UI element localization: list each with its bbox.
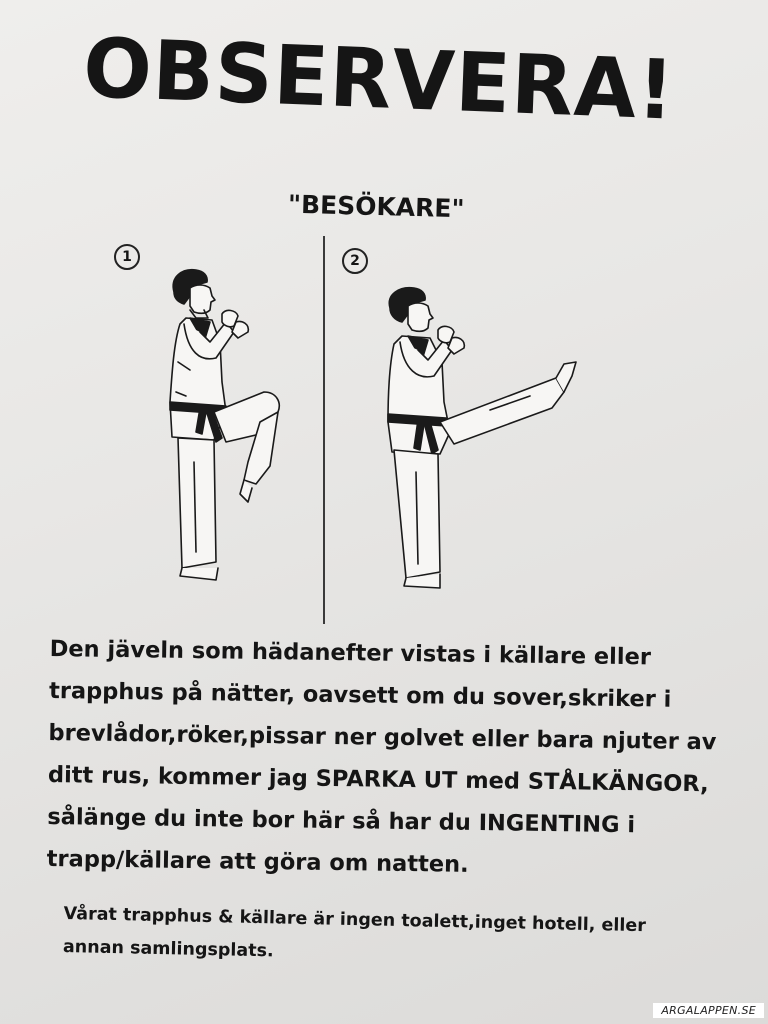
body-line: sålänge du inte bor här så har du INGENTING i bbox=[47, 803, 636, 839]
panel-divider bbox=[323, 236, 325, 624]
notice-body bbox=[46, 628, 749, 890]
notice-footer bbox=[63, 898, 724, 978]
step-2-badge: 2 bbox=[342, 248, 368, 274]
knee-raise-illustration bbox=[160, 262, 290, 587]
footer-line: Vårat trapphus & källare är ingen toalett,inget hotell, eller bbox=[63, 903, 647, 937]
body-line: trapp/källare att göra om natten. bbox=[46, 845, 469, 878]
notice-subtitle: "BESÖKARE" bbox=[287, 189, 465, 224]
side-kick-illustration bbox=[380, 282, 580, 592]
body-line: ditt rus, kommer jag SPARKA UT med STÅLKÄNGOR, bbox=[47, 761, 709, 798]
body-line: brevlådor,röker,pissar ner golvet eller bara njuter av bbox=[48, 719, 717, 756]
body-line: trapphus på nätter, oavsett om du sover,skriker i bbox=[48, 677, 672, 713]
step-1-badge: 1 bbox=[114, 244, 140, 270]
body-line: Den jäveln som hädanefter vistas i källare eller bbox=[49, 635, 652, 671]
footer-line: annan samlingsplats. bbox=[62, 936, 274, 962]
notice-title: OBSERVERA! bbox=[81, 21, 677, 139]
site-watermark: ARGALAPPEN.SE bbox=[653, 1003, 764, 1018]
